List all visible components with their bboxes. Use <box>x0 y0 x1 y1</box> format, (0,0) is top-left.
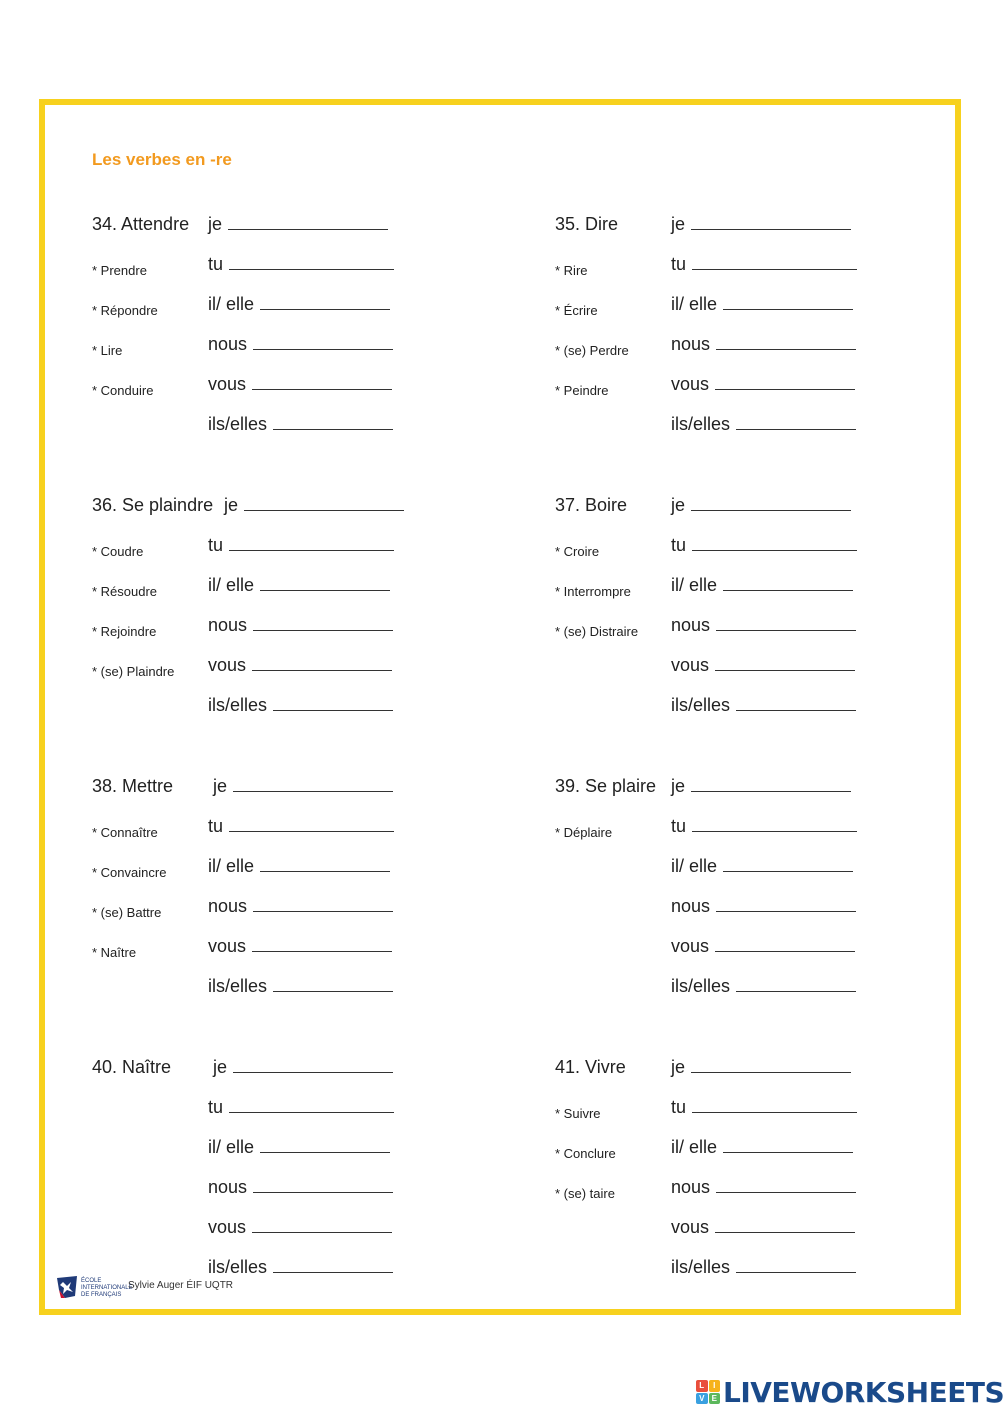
pronoun-label: je <box>213 776 228 796</box>
conjugation-line <box>671 414 856 435</box>
conjugation-line <box>671 615 856 636</box>
pronoun-label: je <box>671 214 686 234</box>
answer-blank[interactable] <box>736 696 856 711</box>
pronoun-label: vous <box>671 655 710 675</box>
answer-blank[interactable] <box>253 897 393 912</box>
pronoun-label: vous <box>671 374 710 394</box>
conjugation-line <box>671 856 853 877</box>
related-verb: * Déplaire <box>555 825 613 840</box>
pronoun-label: ils/elles <box>671 1257 731 1277</box>
conjugation-line <box>208 294 390 315</box>
pronoun-label: je <box>224 495 239 515</box>
related-verb: * Résoudre <box>92 584 158 599</box>
answer-blank[interactable] <box>723 576 853 591</box>
logo-line-2: INTERNATIONALE <box>81 1285 133 1291</box>
pronoun-label: tu <box>208 535 224 555</box>
conjugation-line <box>208 1097 394 1118</box>
related-verb: * Conclure <box>555 1146 616 1161</box>
conjugation-line <box>208 214 388 235</box>
verb-heading: 41. Vivre <box>555 1057 626 1077</box>
related-verb: * (se) Distraire <box>555 624 639 639</box>
conjugation-line <box>671 254 857 275</box>
answer-blank[interactable] <box>716 335 856 350</box>
related-verb: * (se) Battre <box>92 905 162 920</box>
answer-blank[interactable] <box>736 1258 856 1273</box>
conjugation-line <box>671 334 856 355</box>
verb-group <box>555 1057 915 1287</box>
footer-credit: Sylvie Auger ÉIF UQTR <box>128 1280 234 1291</box>
pronoun-label: vous <box>671 936 710 956</box>
answer-blank[interactable] <box>716 616 856 631</box>
conjugation-line <box>671 1097 857 1118</box>
answer-blank[interactable] <box>229 817 394 832</box>
pronoun-label: je <box>671 495 686 515</box>
related-verb: * Prendre <box>92 263 147 278</box>
conjugation-line <box>208 896 393 917</box>
conjugation-line <box>208 936 392 957</box>
verb-heading: 35. Dire <box>555 214 619 234</box>
verb-group <box>92 214 452 444</box>
pronoun-label: je <box>213 1057 228 1077</box>
related-verb: * Suivre <box>555 1106 601 1121</box>
conjugation-line <box>208 816 394 837</box>
pronoun-label: vous <box>208 1217 247 1237</box>
conjugation-line <box>208 374 392 395</box>
conjugation-line <box>671 896 856 917</box>
answer-blank[interactable] <box>233 1058 393 1073</box>
conjugation-line <box>208 1137 390 1158</box>
answer-blank[interactable] <box>692 536 857 551</box>
related-verb: * Rejoindre <box>92 624 157 639</box>
conjugation-line <box>208 976 393 997</box>
conjugation-line <box>671 655 855 676</box>
conjugation-line <box>213 776 393 797</box>
verb-heading: 34. Attendre <box>92 214 190 234</box>
pronoun-label: ils/elles <box>208 414 268 434</box>
pronoun-label: il/ elle <box>671 856 718 876</box>
verb-heading: 39. Se plaire <box>555 776 657 796</box>
answer-blank[interactable] <box>233 777 393 792</box>
pronoun-label: je <box>671 776 686 796</box>
answer-blank[interactable] <box>229 1098 394 1113</box>
conjugation-line <box>671 816 857 837</box>
conjugation-line <box>213 1057 393 1078</box>
answer-blank[interactable] <box>736 977 856 992</box>
verb-group <box>92 495 452 725</box>
logo-line-1: ÉCOLE <box>81 1278 102 1284</box>
conjugation-line <box>671 535 857 556</box>
conjugation-line <box>224 495 404 516</box>
conjugation-line <box>208 695 393 716</box>
pronoun-label: tu <box>671 816 687 836</box>
pronoun-label: il/ elle <box>208 575 255 595</box>
pronoun-label: tu <box>671 535 687 555</box>
pronoun-label: je <box>671 1057 686 1077</box>
answer-blank[interactable] <box>736 415 856 430</box>
verb-heading: 40. Naître <box>92 1057 172 1077</box>
related-verb: * Écrire <box>555 303 598 318</box>
conjugation-line <box>208 254 394 275</box>
pronoun-label: tu <box>208 816 224 836</box>
conjugation-line <box>671 936 855 957</box>
answer-blank[interactable] <box>692 817 857 832</box>
pronoun-label: ils/elles <box>208 695 268 715</box>
answer-blank[interactable] <box>229 536 394 551</box>
pronoun-label: vous <box>671 1217 710 1237</box>
pronoun-label: ils/elles <box>208 976 268 996</box>
related-verb: * Convaincre <box>92 865 167 880</box>
verb-group <box>555 495 915 725</box>
answer-blank[interactable] <box>260 1138 390 1153</box>
pronoun-label: nous <box>671 615 711 635</box>
pronoun-label: ils/elles <box>671 414 731 434</box>
answer-blank[interactable] <box>723 857 853 872</box>
liveworksheets-brand[interactable] <box>696 1377 1004 1407</box>
pronoun-label: tu <box>208 254 224 274</box>
related-verb: * Rire <box>555 263 588 278</box>
conjugation-line <box>208 655 392 676</box>
pronoun-label: nous <box>671 334 711 354</box>
conjugation-line <box>671 374 855 395</box>
conjugation-line <box>671 294 853 315</box>
related-verb: * Répondre <box>92 303 158 318</box>
pronoun-label: vous <box>208 374 247 394</box>
related-verb: * Interrompre <box>555 584 631 599</box>
answer-blank[interactable] <box>252 656 392 671</box>
pronoun-label: nous <box>671 896 711 916</box>
answer-blank[interactable] <box>252 937 392 952</box>
answer-blank[interactable] <box>691 215 851 230</box>
answer-blank[interactable] <box>273 977 393 992</box>
pronoun-label: tu <box>671 254 687 274</box>
conjugation-line <box>671 1177 856 1198</box>
liveworksheets-logo-icon: L I V E <box>696 1380 720 1404</box>
conjugation-line <box>208 1177 393 1198</box>
pronoun-label: nous <box>208 896 248 916</box>
verb-group <box>92 1057 452 1287</box>
pronoun-label: nous <box>208 1177 248 1197</box>
conjugation-line <box>671 776 851 797</box>
answer-blank[interactable] <box>273 415 393 430</box>
conjugation-line <box>671 1257 856 1278</box>
related-verb: * Peindre <box>555 383 609 398</box>
pronoun-label: il/ elle <box>208 856 255 876</box>
conjugation-line <box>671 1137 853 1158</box>
related-verb: * Connaître <box>92 825 158 840</box>
conjugation-line <box>671 495 851 516</box>
related-verb: * Coudre <box>92 544 144 559</box>
answer-blank[interactable] <box>692 255 857 270</box>
pronoun-label: tu <box>208 1097 224 1117</box>
verb-group <box>555 776 915 1006</box>
verb-group <box>555 214 915 444</box>
answer-blank[interactable] <box>715 656 855 671</box>
conjugation-line <box>208 1217 392 1238</box>
pronoun-label: il/ elle <box>671 575 718 595</box>
answer-blank[interactable] <box>253 1178 393 1193</box>
liveworksheets-wordmark: LIVEWORKSHEETS <box>723 1375 1004 1409</box>
answer-blank[interactable] <box>260 576 390 591</box>
conjugation-line <box>208 856 390 877</box>
answer-blank[interactable] <box>244 496 404 511</box>
related-verb: * (se) Perdre <box>555 343 629 358</box>
pronoun-label: il/ elle <box>671 294 718 314</box>
pronoun-label: vous <box>208 936 247 956</box>
pronoun-label: tu <box>671 1097 687 1117</box>
pronoun-label: il/ elle <box>208 294 255 314</box>
answer-blank[interactable] <box>229 255 394 270</box>
conjugation-line <box>671 1057 851 1078</box>
conjugation-line <box>671 575 853 596</box>
related-verb: * (se) taire <box>555 1186 615 1201</box>
answer-blank[interactable] <box>273 696 393 711</box>
answer-blank[interactable] <box>715 375 855 390</box>
pronoun-label: il/ elle <box>208 1137 255 1157</box>
related-verb: * Croire <box>555 544 600 559</box>
answer-blank[interactable] <box>716 1178 856 1193</box>
verb-heading: 37. Boire <box>555 495 628 515</box>
verb-heading: 36. Se plaindre <box>92 495 214 515</box>
related-verb: * Naître <box>92 945 137 960</box>
answer-blank[interactable] <box>723 1138 853 1153</box>
related-verb: * Conduire <box>92 383 154 398</box>
answer-blank[interactable] <box>723 295 853 310</box>
school-logo <box>55 1274 133 1300</box>
pronoun-label: nous <box>208 615 248 635</box>
verb-heading: 38. Mettre <box>92 776 174 796</box>
pronoun-label: nous <box>208 334 248 354</box>
conjugation-line <box>671 1217 855 1238</box>
answer-blank[interactable] <box>715 1218 855 1233</box>
conjugation-line <box>208 615 393 636</box>
conjugation-line <box>208 414 393 435</box>
answer-blank[interactable] <box>715 937 855 952</box>
answer-blank[interactable] <box>691 496 851 511</box>
answer-blank[interactable] <box>692 1098 857 1113</box>
pronoun-label: ils/elles <box>671 695 731 715</box>
conjugation-line <box>671 695 856 716</box>
logo-line-3: DE FRANÇAIS <box>81 1292 122 1298</box>
answer-blank[interactable] <box>252 1218 392 1233</box>
answer-blank[interactable] <box>253 335 393 350</box>
conjugation-line <box>671 214 851 235</box>
conjugation-line <box>208 575 390 596</box>
pronoun-label: ils/elles <box>671 976 731 996</box>
conjugation-line <box>208 535 394 556</box>
related-verb: * (se) Plaindre <box>92 664 175 679</box>
pronoun-label: ils/elles <box>208 1257 268 1277</box>
conjugation-line <box>208 1257 393 1278</box>
pronoun-label: je <box>208 214 223 234</box>
verb-group <box>92 776 452 1006</box>
pronoun-label: il/ elle <box>671 1137 718 1157</box>
pronoun-label: nous <box>671 1177 711 1197</box>
pronoun-label: vous <box>208 655 247 675</box>
conjugation-line <box>671 976 856 997</box>
related-verb: * Lire <box>92 343 123 358</box>
answer-blank[interactable] <box>228 215 388 230</box>
answer-blank[interactable] <box>273 1258 393 1273</box>
answer-blank[interactable] <box>691 1058 851 1073</box>
answer-blank[interactable] <box>691 777 851 792</box>
answer-blank[interactable] <box>252 375 392 390</box>
answer-blank[interactable] <box>260 857 390 872</box>
worksheet-title: Les verbes en -re <box>92 150 232 169</box>
answer-blank[interactable] <box>716 897 856 912</box>
answer-blank[interactable] <box>253 616 393 631</box>
answer-blank[interactable] <box>260 295 390 310</box>
conjugation-line <box>208 334 393 355</box>
